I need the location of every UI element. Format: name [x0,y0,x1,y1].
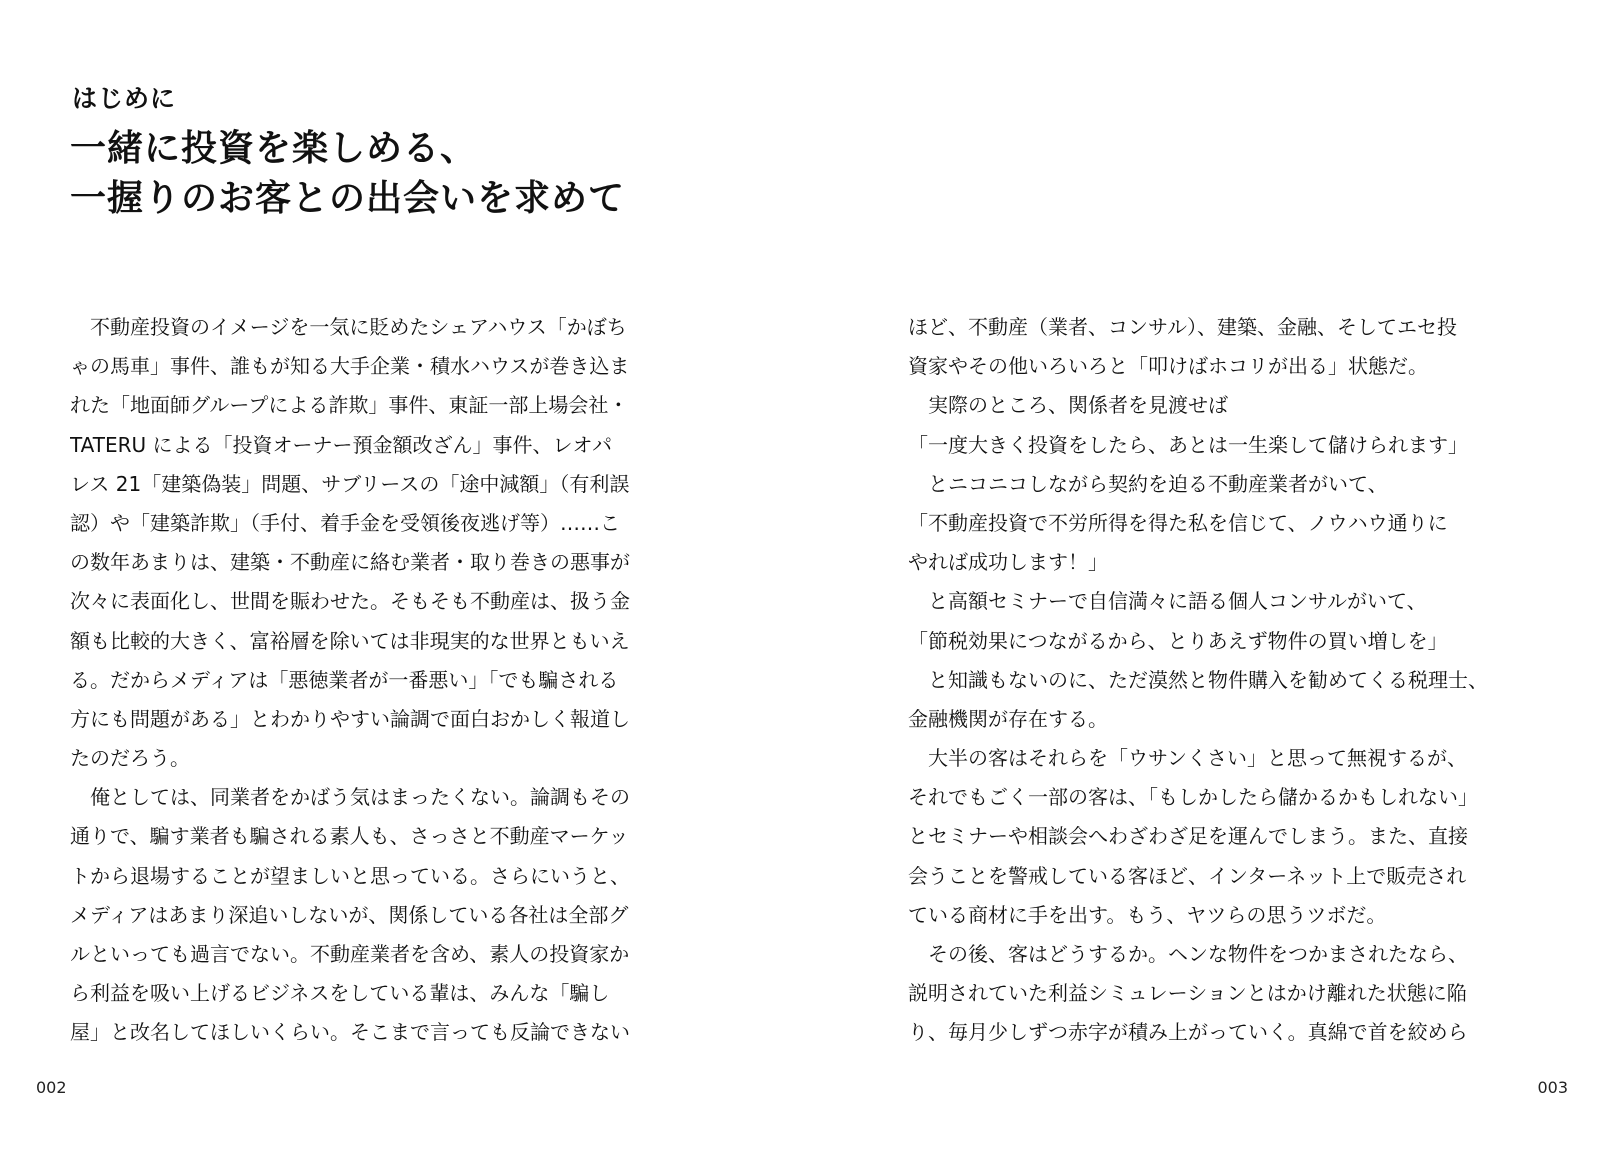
body-line: 「不動産投資で不労所得を得た私を信じて、ノウハウ通りに [908,510,1448,535]
body-line: レス 21「建築偽装」問題、サブリースの「途中減額」（有利誤 [70,471,630,496]
body-line: TATERU による「投資オーナー預金額改ざん」事件、レオパ [70,432,613,457]
left-body-text [70,308,690,1053]
chapter-title-line: 一握りのお客との出会いを求めて [70,178,626,219]
body-line: 説明されていた利益シミュレーションとはかけ離れた状態に陥 [908,981,1467,1006]
body-line: 大半の客はそれらを「ウサンくさい」と思って無視するが、 [908,746,1467,771]
body-line: ている商材に手を出す。もう、ヤツらの思うツボだ。 [908,902,1387,927]
body-line: り、毎月少しずつ赤字が積み上がっていく。真綿で首を絞めら [908,1020,1468,1045]
page-number-right: 003 [1537,1078,1568,1097]
body-line: と高額セミナーで自信満々に語る個人コンサルがいて、 [908,589,1427,614]
chapter-title-line: 一緒に投資を楽しめる、 [70,128,478,169]
body-line: ほど、不動産（業者、コンサル）、建築、金融、そしてエセ投 [908,315,1457,339]
body-line: 会うことを警戒している客ほど、インターネット上で販売され [908,863,1467,888]
right-page [800,0,1600,1157]
body-line: ルといっても過言でない。不動産業者を含め、素人の投資家か [70,942,630,966]
body-line: 金融機関が存在する。 [908,706,1108,731]
body-line: メディアはあまり深追いしないが、関係している各社は全部グ [70,902,629,927]
body-line: 額も比較的大きく、富裕層を除いては非現実的な世界ともいえ [70,628,630,653]
body-line: ら利益を吸い上げるビジネスをしている輩は、みんな「騙し [70,981,610,1006]
body-line: 方にも問題がある」とわかりやすい論調で面白おかしく報道し [70,706,630,731]
body-line: 「節税効果につながるから、とりあえず物件の買い増しを」 [908,628,1448,653]
page-number-left: 002 [36,1078,67,1097]
body-line: その後、客はどうするか。ヘンな物件をつかまされたなら、 [908,942,1468,966]
body-line: トから退場することが望ましいと思っている。さらにいうと、 [70,863,630,888]
body-line: ゃの馬車」事件、誰もが知る大手企業・積水ハウスが巻き込ま [70,354,630,379]
chapter-kicker: はじめに [72,84,177,113]
body-line: 資家やその他いろいろと「叩けばホコリが出る」状態だ。 [908,354,1428,379]
body-line: やれば成功します！」 [908,550,1108,575]
body-line: 認）や「建築詐欺」（手付、着手金を受領後夜逃げ等）……こ [70,510,620,535]
body-line: それでもごく一部の客は、「もしかしたら儲かるかもしれない」 [908,785,1478,810]
body-line: の数年あまりは、建築・不動産に絡む業者・取り巻きの悪事が [70,550,630,575]
body-line: る。だからメディアは「悪徳業者が一番悪い」「でも騙される [70,667,619,692]
body-line: たのだろう。 [70,746,190,771]
body-line: 俺としては、同業者をかばう気はまったくない。論調もその [70,785,630,810]
body-line: 屋」と改名してほしいくらい。そこまで言っても反論できない [70,1020,630,1045]
right-body-text [908,308,1538,1053]
body-line: れた「地面師グループによる詐欺」事件、東証一部上場会社・ [70,393,629,418]
body-line: 「一度大きく投資をしたら、あとは一生楽して儲けられます」 [908,432,1468,457]
body-line: 不動産投資のイメージを一気に貶めたシェアハウス「かぼち [70,315,627,339]
body-line: とニコニコしながら契約を迫る不動産業者がいて、 [908,471,1388,496]
chapter-title [70,124,625,224]
body-line: 通りで、騙す業者も騙される素人も、さっさと不動産マーケッ [70,824,629,849]
body-line: とセミナーや相談会へわざわざ足を運んでしまう。また、直接 [908,824,1468,849]
body-line: 次々に表面化し、世間を賑わせた。そもそも不動産は、扱う金 [70,589,630,614]
body-line: と知識もないのに、ただ漠然と物件購入を勧めてくる税理士、 [908,667,1488,692]
body-line: 実際のところ、関係者を見渡せば [908,393,1228,418]
